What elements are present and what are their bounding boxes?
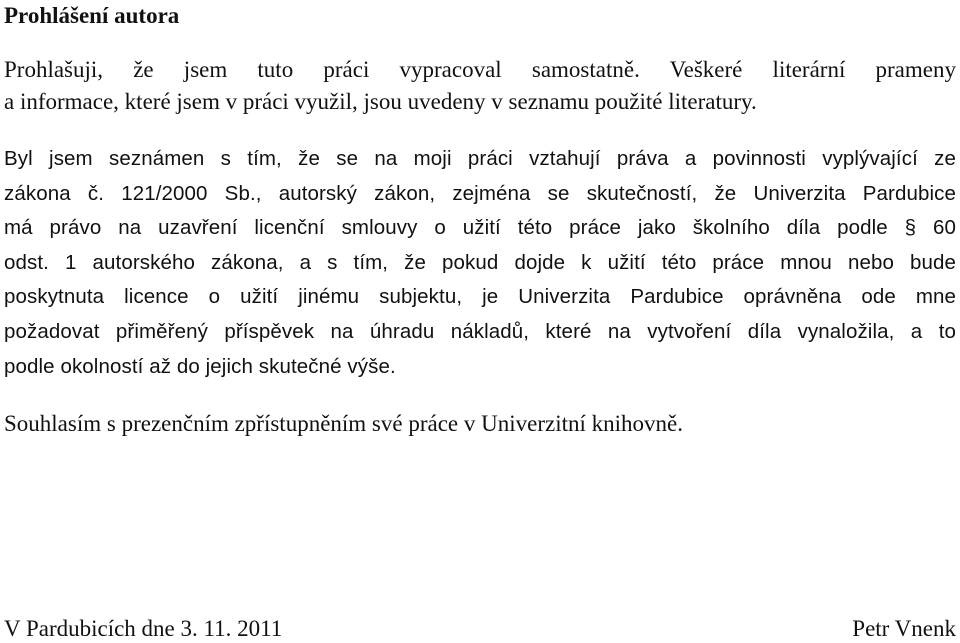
- declaration-paragraph-originality: [4, 54, 956, 118]
- text-line: podle okolností až do jejich skutečné výše.: [4, 354, 396, 378]
- page-title: Prohlášení autora: [4, 3, 180, 28]
- text-line: a informace, které jsem v práci využil, jsou uvedeny v seznamu použité literatury.: [4, 89, 757, 114]
- text-line: požadovat přiměřený příspěvek na úhradu nákladů, které na vytvoření díla vynaložila, a to: [4, 319, 956, 343]
- text-line: Prohlašuji, že jsem tuto práci vypracoval samostatně. Veškeré literární prameny: [4, 57, 956, 82]
- text-line: poskytnuta licence o užití jinému subjektu, je Univerzita Pardubice oprávněna ode mne: [4, 285, 956, 309]
- text-line: má právo na uzavření licenční smlouvy o užití této práce jako školního díla podle § 60: [4, 216, 956, 240]
- text-line: Byl jsem seznámen s tím, že se na moji práci vztahují práva a povinnosti vyplývající ze: [4, 147, 956, 170]
- text-line: odst. 1 autorského zákona, a s tím, že pokud dojde k užití této práce mnou nebo bude: [4, 250, 956, 274]
- declaration-paragraph-library-consent: Souhlasím s prezenčním zpřístupněním své práce v Univerzitní knihovně.: [4, 411, 683, 436]
- place-and-date: V Pardubicích dne 3. 11. 2011: [4, 616, 283, 641]
- declaration-paragraph-license: [4, 142, 956, 384]
- author-name: Petr Vnenk: [852, 616, 956, 641]
- declaration-page: [4, 0, 956, 643]
- text-line: zákona č. 121/2000 Sb., autorský zákon, zejména se skutečností, že Univerzita Pardubice: [4, 181, 956, 205]
